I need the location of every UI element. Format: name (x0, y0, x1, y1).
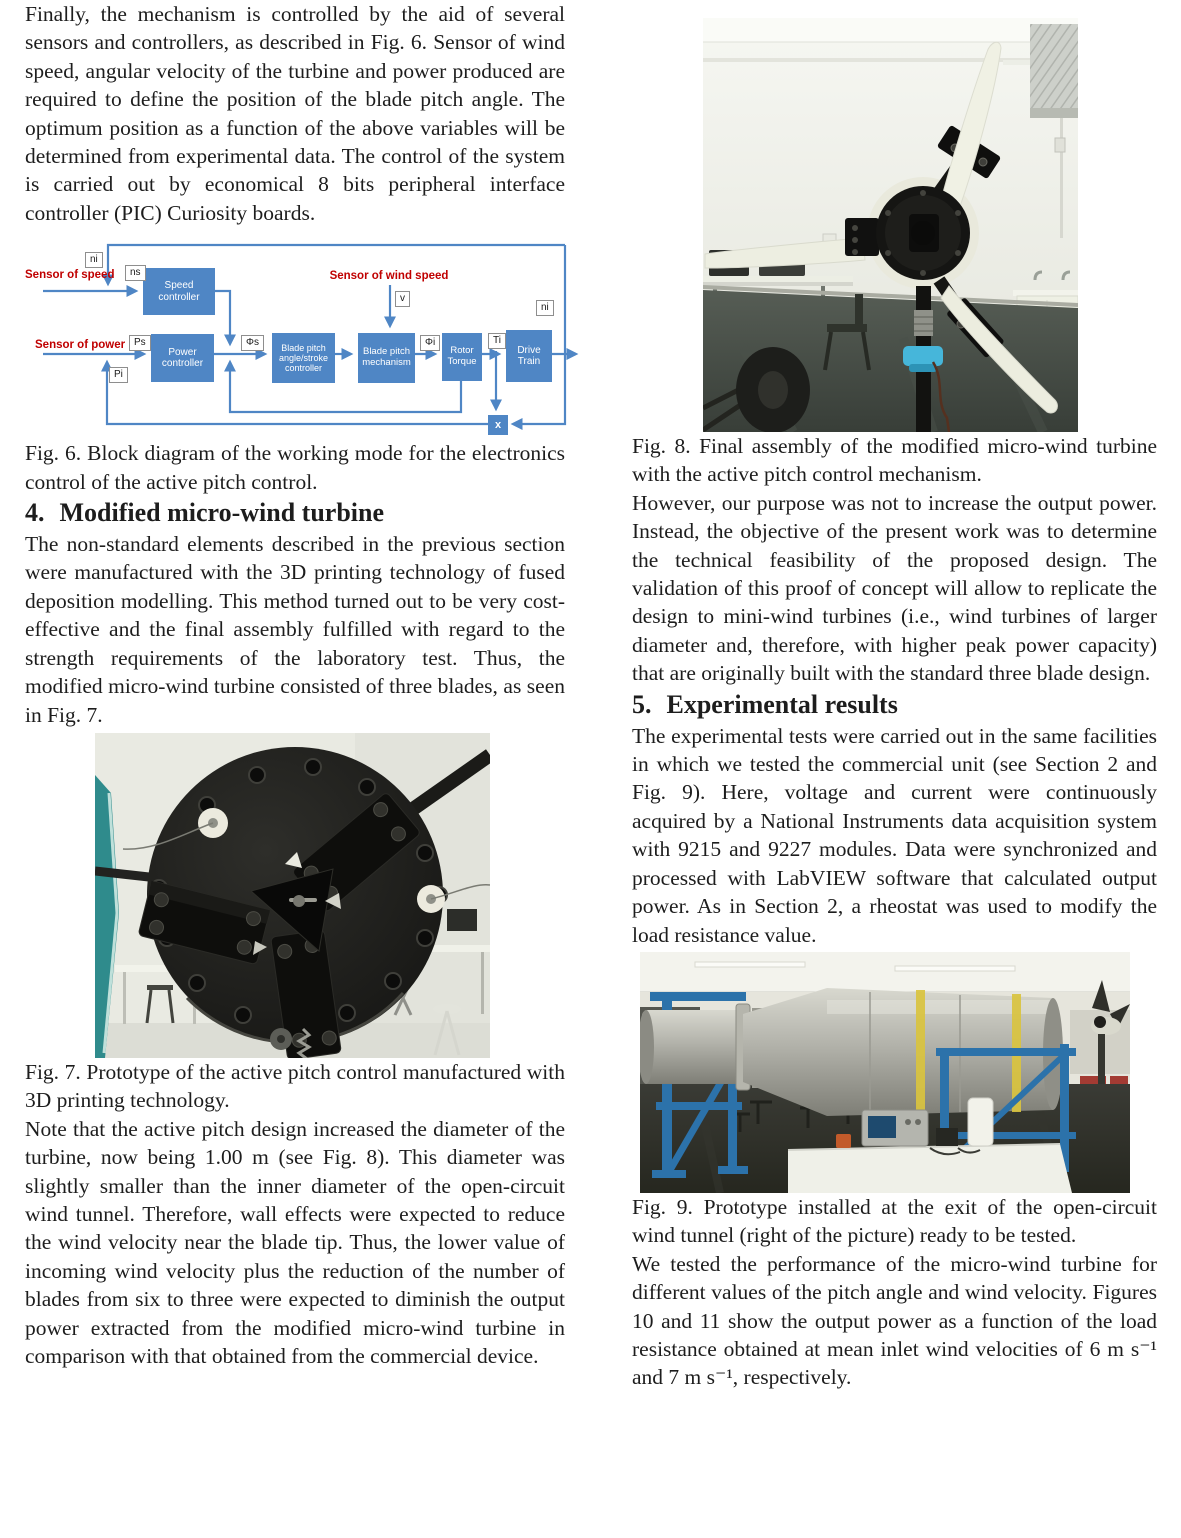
sensor-of-speed-label: Sensor of speed (25, 269, 115, 282)
figure-9-photo (640, 952, 1130, 1193)
paragraph-diameter: Note that the active pitch design increased the diameter of the turbine, now being 1.00 m (see Fig. 8). This diameter was slightly smaller than the inner diameter of the open-circuit wind tunnel. Therefore, wall effects were expected to reduce the wind velocity near the blade tip. Thus, the lower value of incoming wind velocity plus the reduction of the number of blades from six to three were expected to diminish the output power extracted from the modified micro-wind turbine in comparison with that obtained from the commercial device. (25, 1116, 565, 1368)
fig8-turbine-assembly-photo (703, 18, 1078, 432)
signal-label-phi-i: Φi (420, 335, 440, 351)
figure-6-caption: Fig. 6. Block diagram of the working mode for the electronics control of the active pitch control. (25, 441, 565, 494)
section-4-title: Modified micro-wind turbine (59, 498, 385, 528)
paragraph-performance: We tested the performance of the micro-wind turbine for different values of the pitch angle and wind velocity. Figures 10 and 11 show the output power as a function of the load resistance obtained at mean inlet wind velocities of 6 m s⁻¹ and 7 m s⁻¹, respectively. (632, 1251, 1157, 1390)
fig7-prototype-photo (95, 733, 490, 1058)
figure-7-caption: Fig. 7. Prototype of the active pitch control manufactured with 3D printing technology. (25, 1059, 565, 1113)
ceiling (640, 952, 1130, 992)
section-4-heading (25, 496, 565, 530)
block-drive-train: Drive Train (506, 330, 552, 382)
signal-label-pi: Pi (109, 367, 128, 383)
signal-label-ni-right: ni (536, 300, 554, 316)
fig9-wind-tunnel-photo (640, 952, 1130, 1193)
signal-label-ns: ns (125, 265, 146, 281)
sensor-of-wind-speed-label: Sensor of wind speed (329, 270, 449, 283)
section-5-number: 5. (632, 689, 652, 719)
section-5-heading (632, 688, 1157, 722)
sensor-of-power-label: Sensor of power (35, 339, 126, 352)
signal-label-v: v (395, 291, 410, 307)
block-blade-pitch-controller: Blade pitch angle/stroke controller (272, 333, 335, 383)
left-column (25, 0, 565, 1370)
right-column (632, 0, 1157, 1392)
paragraph-experimental: The experimental tests were carried out in the same facilities in which we tested the commercial unit (see Section 2 and Fig. 9). Here, voltage and current were continuously acquired by a National Instruments data acquisition system with 9215 and 9227 modules. Data were synchronized and processed with LabVIEW software that calculated output power. As in Section 2, a rheostat was used to modify the load resistance value. (632, 723, 1157, 947)
signal-label-ti: Ti (488, 333, 506, 349)
figure-6-block-diagram (25, 239, 585, 439)
signal-label-ni-top: ni (85, 252, 103, 268)
hub (876, 186, 970, 280)
figure-8-photo (703, 18, 1078, 432)
signal-label-phi-s: Φs (241, 335, 264, 351)
section-5-title: Experimental results (666, 689, 898, 719)
paragraph-3d-printing: The non-standard elements described in the previous section were manufactured with the 3D printing technology of fused deposition modelling. This method turned out to be very cost-effective and the final assembly fulfilled with regard to the strength requirements of the laboratory test. Thus, the modified micro-wind turbine consisted of three blades, as seen in Fig. 7. (25, 532, 565, 727)
block-power-controller: Power controller (151, 334, 214, 382)
paragraph-controls: Finally, the mechanism is controlled by the aid of several sensors and controllers, as described in Fig. 6. Sensor of wind speed, angular velocity of the turbine and power produced are required to define the position of the blade pitch angle. The optimum position as a function of the above variables will be determined from experimental data. The control of the system is carried out by economical 8 bits peripheral interface controller (PIC) Curiosity boards. (25, 2, 565, 225)
block-blade-pitch-mechanism: Blade pitch mechanism (358, 333, 415, 383)
figure-7-photo (95, 733, 490, 1058)
figure-9-caption: Fig. 9. Prototype installed at the exit of the open-circuit wind tunnel (right of the picture) ready to be tested. (632, 1194, 1157, 1248)
section-4-number: 4. (25, 498, 45, 528)
yellow-strap (916, 990, 925, 1114)
signal-label-ps: Ps (129, 335, 151, 351)
block-multiplier: x (488, 415, 508, 435)
paragraph-purpose: However, our purpose was not to increase the output power. Instead, the objective of the present work was to determine the technical feasibility of the proposed design. The validation of this proof of concept will allow to replicate the design to mini-wind turbines (i.e., wind turbines of larger diameter and, therefore, with higher peak power capacity) that are originally built with the standard three blade design. (632, 490, 1157, 686)
figure-8-caption: Fig. 8. Final assembly of the modified micro-wind turbine with the active pitch control mechanism. (632, 434, 1157, 487)
block-speed-controller: Speed controller (143, 268, 215, 315)
block-rotor-torque: Rotor Torque (442, 333, 482, 381)
